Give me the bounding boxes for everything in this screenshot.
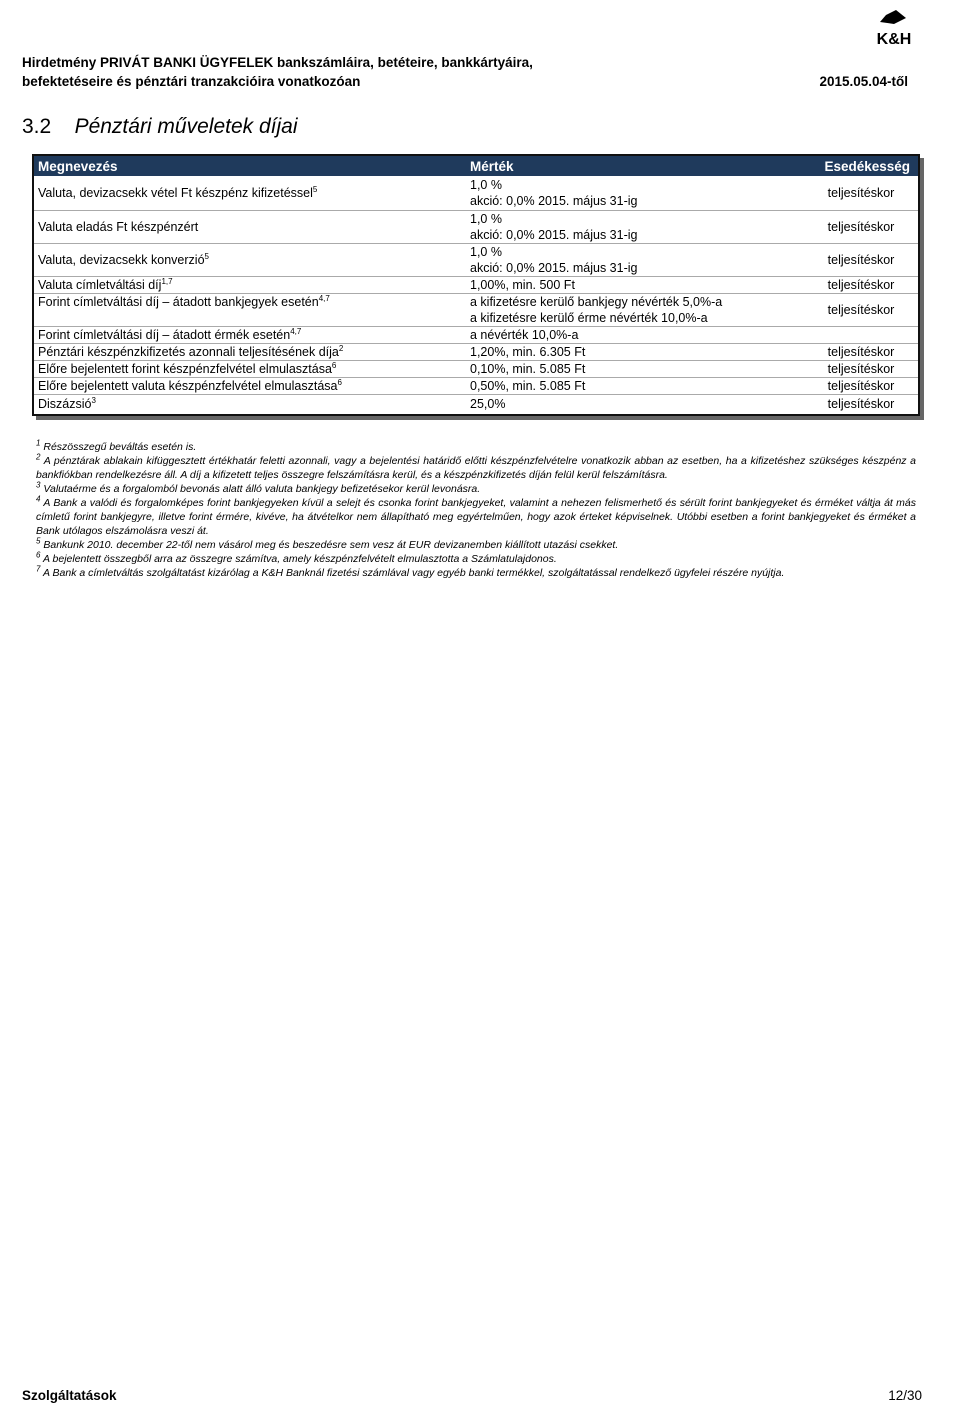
table-header-row [34,156,918,176]
footnote [36,482,916,496]
kh-logo [866,8,922,48]
footer-section: Szolgáltatások [22,1388,117,1403]
table-row [34,394,918,414]
footnote-text: Bankunk 2010. december 22-től nem vásárol meg és beszedésre sem vesz át EUR devizanemben kiállított utazási csekket. [43,539,619,551]
cell-due: teljesítéskor [827,361,895,376]
footnote [36,440,916,454]
cell-due: teljesítéskor [827,302,895,317]
footnote-number: 6 [36,550,41,560]
table-row [34,243,918,276]
cell-due: teljesítéskor [827,219,895,234]
table-row [34,276,918,293]
cell-rate: 0,50%, min. 5.085 Ft [470,378,586,393]
section-title [22,112,298,142]
cell-due: teljesítéskor [827,185,895,200]
cell-due: teljesítéskor [827,378,895,393]
cell-name: Forint címletváltási díj – átadott bankjegyek esetén$^{4,7}$ [38,293,330,309]
table-row [34,176,918,210]
cell-name: Előre bejelentett forint készpénzfelvétel elmulasztása$^6$ [38,360,337,376]
cell-name: Valuta címletváltási díj$^{1,7}$ [38,276,173,292]
table-row [34,343,918,360]
cell-name: Előre bejelentett valuta készpénzfelvétel elmulasztása$^6$ [38,377,342,393]
cell-rate: 25,0% [470,397,506,412]
cell-rate: 1,20%, min. 6.305 Ft [470,344,586,359]
footnote-number: 1 [36,438,41,448]
footnote [36,496,916,538]
cell-due: teljesítéskor [827,252,895,267]
footnote-ref: 2 [338,343,344,353]
table-row [34,360,918,377]
table-row [34,293,918,326]
footnote-text: A Bank a címletváltás szolgáltatást kizárólag a K&H Banknál fizetési számlával vagy egyéb banki termékkel, szolgáltatással rendelkező ügyfelei részére nyújtja. [42,567,785,579]
footnote-text: A Bank a valódi és forgalomképes forint bankjegyeken kívül a selejt és csonka forint bankjegyeket, valamint a nehezen felismerhető és sérült forint bankjegyeket és érméket váltja át más címletű forint bankjegyre, illetve forint érmére, kivéve, ha átvételkor nem állapítható meg egyértelműen, hogy azok érteket képviselnek. Utóbbi esetben a forint bankjegyeket és érméket a Bank utólagos elszámolásra veszi át. [36,497,916,537]
cell-name: Pénztári készpénzkifizetés azonnali teljesítésének díja$^2$ [38,343,344,359]
footnote-number: 5 [36,536,41,546]
cell-name: Valuta, devizacsekk konverzió$^5$ [38,251,209,267]
footnote [36,454,916,482]
page-number: 12/30 [888,1388,922,1403]
footnote-number: 3 [36,480,41,490]
footnote-ref: 5 [312,184,318,194]
page-footer [22,1388,922,1403]
cell-rate: 1,0 % akció: 0,0% 2015. május 31-ig [470,244,638,275]
logo-text: K&H [876,31,912,48]
cell-rate: 1,0 % akció: 0,0% 2015. május 31-ig [470,177,638,208]
table-row [34,326,918,343]
footnote-ref: 4,7 [290,326,302,336]
footnote [36,566,916,580]
footnotes [36,440,916,580]
footnote-number: 4 [36,494,41,504]
cell-rate: 1,00%, min. 500 Ft [470,277,575,292]
fee-table [34,156,918,414]
cell-due [804,326,918,343]
cell-due: teljesítéskor [827,397,895,412]
fee-table-frame [32,154,920,416]
footnote-ref: 5 [204,251,209,261]
cell-due: teljesítéskor [827,344,895,359]
col-header-rate: Mérték [466,156,804,176]
footnote-number: 2 [36,452,41,462]
footnote-text: A pénztárak ablakain kifüggesztett értékhatár feletti azonnali, vagy a bejelentési határidő előtti készpénzfelvételre vonatkozik abban az esetben, ha a kifizetéshez szükséges készpénz a bankfiókban rendelkezésre áll. A díj a kifizetett teljes összegre felszámításra kerül, és a készpénzkifizetés díján felül kerül felszámításra. [36,455,917,481]
footnote-ref: 6 [337,377,342,387]
footnote-ref: 3 [91,396,96,406]
col-header-name: Megnevezés [34,156,466,176]
cell-name: Valuta, devizacsekk vétel Ft készpénz kifizetéssel$^5$ [38,184,318,200]
section-number: 3.2 [22,115,52,138]
footnote-text: Valutaérme és a forgalomból bevonás alatt álló valuta bankjegy befizetésekor kerül levonásra. [43,483,481,495]
cell-rate: 0,10%, min. 5.085 Ft [470,361,586,376]
cell-name: Valuta eladás Ft készpénzért [38,219,199,234]
footnote-ref: 6 [331,360,337,370]
footnote-ref: 4,7 [318,293,330,303]
document-header [22,53,908,91]
table-row [34,377,918,394]
cell-rate: 1,0 % akció: 0,0% 2015. május 31-ig [470,211,638,242]
col-header-due: Esedékesség [804,156,918,176]
section-title-text: Pénztári műveletek díjai [74,115,298,138]
header-line-2: befektetéseire és pénztári tranzakcióira vonatkozóan [22,74,361,89]
header-line-1: Hirdetmény PRIVÁT BANKI ÜGYFELEK bankszámláira, betéteire, bankkártyáira, [22,55,533,70]
cell-rate: a kifizetésre kerülő bankjegy névérték 5,0%-a a kifizetésre kerülő érme névérték 10,0%-a [470,294,723,325]
footnote-text: A bejelentett összegből arra az összegre számítva, amely készpénzfelvételt elmulasztotta a Számlatulajdonos. [42,553,557,565]
footnote-text: Részösszegű beváltás esetén is. [43,441,197,453]
cell-due: teljesítéskor [827,277,895,292]
cell-rate: a névérték 10,0%-a [470,327,579,342]
table-row [34,210,918,243]
header-date: 2015.05.04-től [819,74,908,89]
footnote [36,538,916,552]
cell-name: Diszázsió$^3$ [38,396,96,412]
footnote [36,552,916,566]
cell-name: Forint címletváltási díj – átadott érmék esetén$^{4,7}$ [38,326,302,342]
footnote-ref: 1,7 [161,276,173,286]
footnote-number: 7 [36,564,41,574]
logo-mark-icon [880,10,906,24]
